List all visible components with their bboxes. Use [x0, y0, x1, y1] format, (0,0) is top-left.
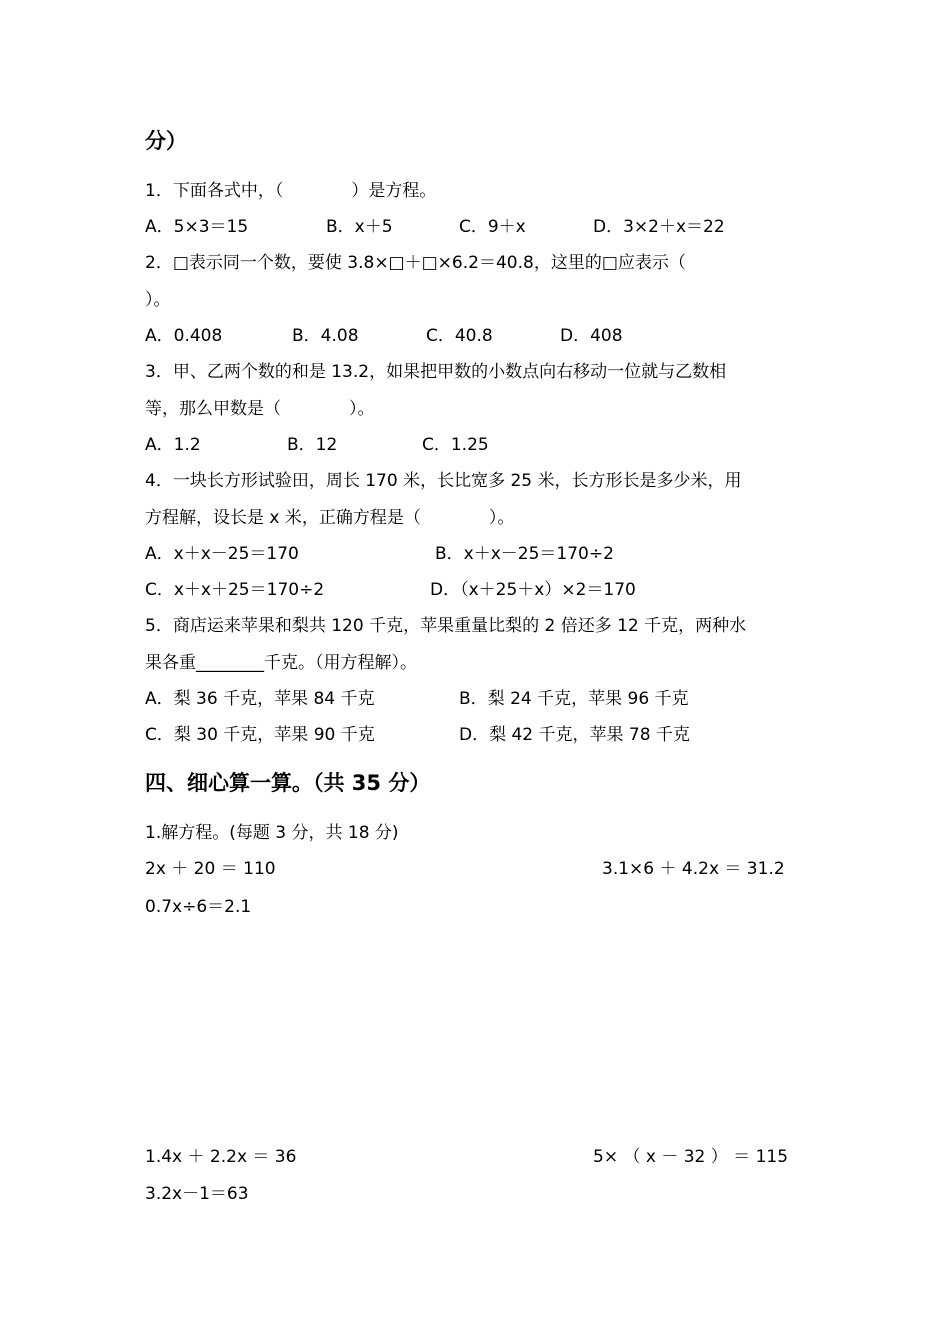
- question-1-text: 1．下面各式中，（ ）是方程。: [145, 181, 437, 201]
- q5-option-a: A．梨 36 千克，苹果 84 千克: [145, 689, 375, 709]
- section-4-subtitle: 1.解方程。(每题 3 分，共 18 分): [145, 823, 399, 843]
- question-4-text: 4．一块长方形试验田，周长 170 米，长比宽多 25 米，长方形长是多少米，用: [145, 471, 742, 491]
- question-4-text-cont: 方程解，设长是 x 米，正确方程是（ ）。: [145, 508, 515, 528]
- q2-option-c: C．40.8: [426, 326, 493, 346]
- q3-option-c: C．1.25: [422, 435, 489, 455]
- q2-option-a: A．0.408: [145, 326, 223, 346]
- q1-option-a: A．5×3＝15: [145, 217, 249, 237]
- equation-2: 3.1×6 ＋ 4.2x ＝ 31.2: [602, 859, 785, 879]
- question-3-text-cont: 等，那么甲数是（ ）。: [145, 399, 375, 419]
- question-5-text-cont: 果各重________千克。（用方程解）。: [145, 653, 417, 673]
- q1-option-c: C．9＋x: [459, 217, 526, 237]
- equation-1: 2x ＋ 20 ＝ 110: [145, 859, 276, 879]
- equation-3: 0.7x÷6＝2.1: [145, 897, 252, 917]
- q4-option-b: B．x＋x－25＝170÷2: [435, 544, 614, 564]
- q5-option-d: D．梨 42 千克，苹果 78 千克: [459, 725, 690, 745]
- q4-option-c: C．x＋x＋25＝170÷2: [145, 580, 325, 600]
- q2-option-d: D．408: [560, 326, 623, 346]
- q1-option-d: D．3×2＋x＝22: [593, 217, 725, 237]
- question-3-text: 3．甲、乙两个数的和是 13.2，如果把甲数的小数点向右移动一位就与乙数相: [145, 362, 727, 382]
- q5-option-b: B．梨 24 千克，苹果 96 千克: [459, 689, 689, 709]
- q2-option-b: B．4.08: [292, 326, 359, 346]
- question-5-text: 5．商店运来苹果和梨共 120 千克，苹果重量比梨的 2 倍还多 12 千克，两种水: [145, 616, 747, 636]
- q4-option-d: D．（x＋25＋x）×2＝170: [430, 580, 636, 600]
- equation-4: 1.4x ＋ 2.2x ＝ 36: [145, 1147, 297, 1167]
- equation-6: 3.2x－1＝63: [145, 1184, 249, 1204]
- question-2-text: 2．□表示同一个数，要使 3.8×□＋□×6.2＝40.8，这里的□应表示（: [145, 253, 686, 273]
- q5-option-c: C．梨 30 千克，苹果 90 千克: [145, 725, 375, 745]
- section-4-title: 四、细心算一算。（共 35 分）: [145, 771, 431, 795]
- q3-option-a: A．1.2: [145, 435, 201, 455]
- equation-5: 5× （ x － 32 ） ＝ 115: [593, 1147, 789, 1167]
- q3-option-b: B．12: [287, 435, 338, 455]
- header-tail: 分）: [145, 129, 187, 153]
- q4-option-a: A．x＋x－25＝170: [145, 544, 299, 564]
- q1-option-b: B．x＋5: [326, 217, 393, 237]
- question-2-text-cont: ）。: [145, 290, 171, 310]
